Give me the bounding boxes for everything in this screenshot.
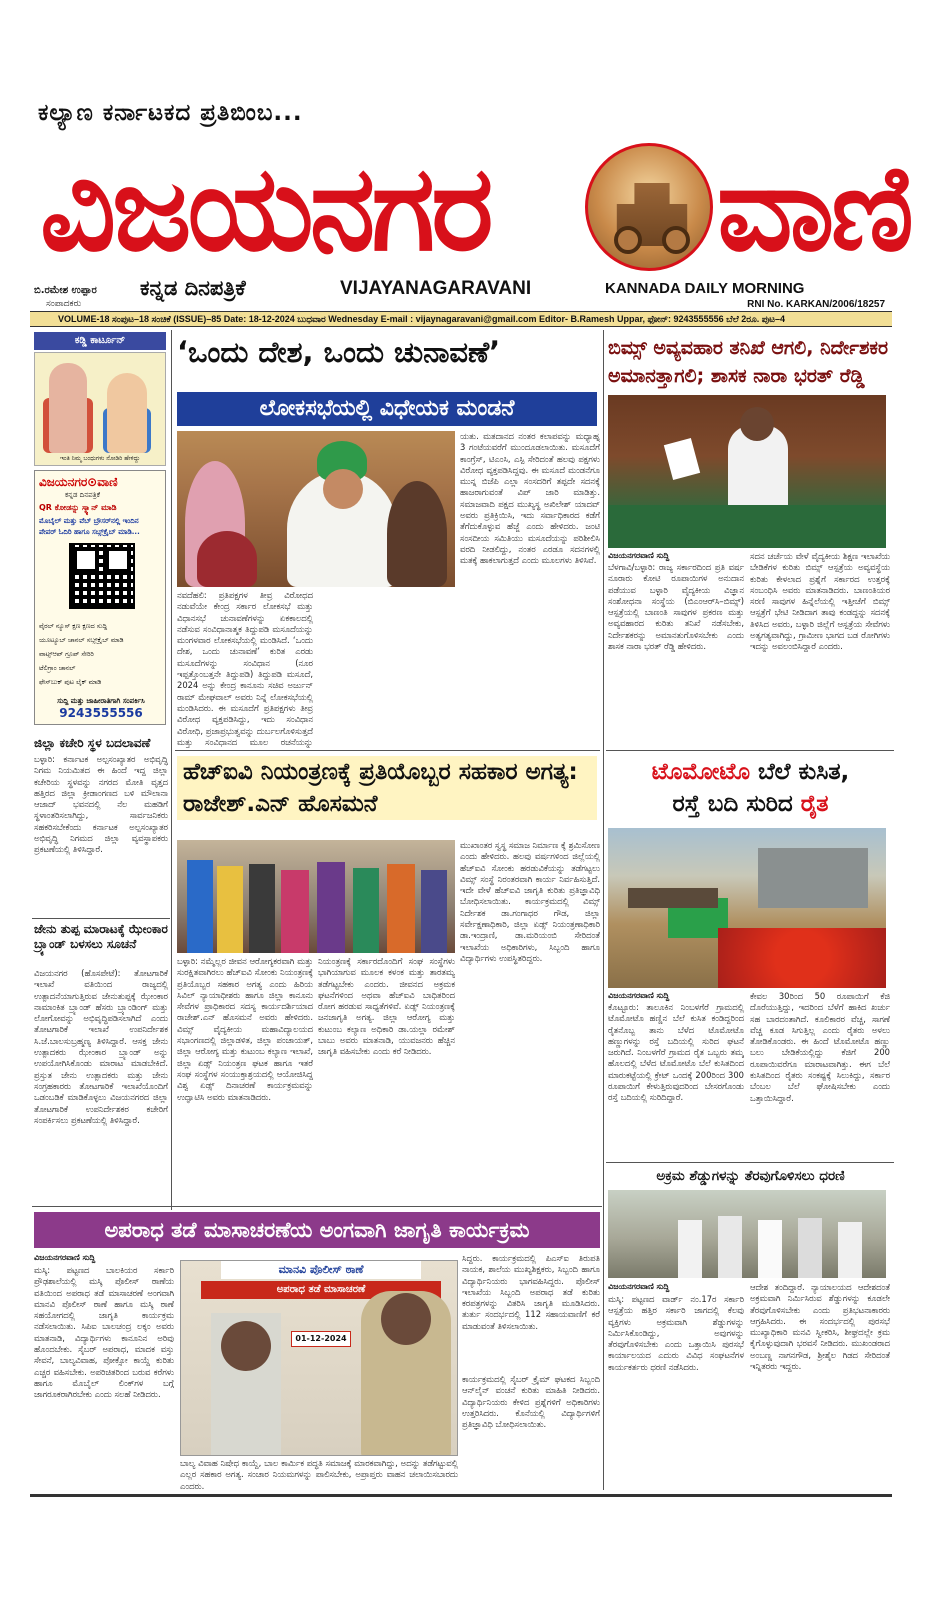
akrama-byline: ವಿಜಯನಗರವಾಣಿ ಸುದ್ದಿ <box>608 1282 670 1291</box>
section-divider <box>32 1206 602 1207</box>
section-divider <box>32 918 170 919</box>
hiv-body-3: ಮುಖಾಂತರ ಸ್ವಸ್ಥ ಸಮಾಜ ನಿರ್ಮಾಣ ಕ್ಕೆ ಶ್ರಮಿಸೋಣ ಎಂದು ಹೇಳಿದರು. ಹಲವು ವರ್ಷಗಳಿಂದ ಜಿಲ್ಲೆಯಲ್ಲಿ ಹೆಚ್‌ಐವಿ ಸೋಂಕು ಹರಡುವಿಕೆಯನ್ನು ತಡೆಗಟ್ಟಲು ವಿಮ್ಸ್ ಸಂಸ್ಥೆ ನಿರಂತರವಾಗಿ ಕಾರ್ಯ ನಿರ್ವಹಿಸುತ್ತಿದೆ. ಇದೇ ವೇಳೆ ಹೆಚ್‌ಐವಿ ಜಾಗೃತಿ ಕುರಿತು ಪ್ರತಿಜ್ಞಾವಿಧಿ ಬೋಧಿಸಲಾಯಿತು. ಕಾರ್ಯಕ್ರಮದಲ್ಲಿ ವಿಮ್ಸ್ ನಿರ್ದೇಶಕ ಡಾ.ಗಂಗಾಧರ ಗೌಡ, ಜಿಲ್ಲಾ ಸರ್ವೇಕ್ಷಣಾಧಿಕಾರಿ, ಜಿಲ್ಲಾ ಏಡ್ಸ್ ನಿಯಂತ್ರಣಾಧಿಕಾರಿ ಡಾ.ಇಂದ್ರಾಣಿ, ಡಾ.ಮರಿಯಂಬಿ ಸೇರಿದಂತೆ ಇಲಾಖೆಯ ಅಧಿಕಾರಿಗಳು, ಸಿಬ್ಬಂದಿ ಹಾಗೂ ವಿದ್ಯಾರ್ಥಿಗಳು ಉಪಸ್ಥಿತರಿದ್ದರು. <box>460 840 600 963</box>
hiv-body-2: ನಿಯಂತ್ರಣಕ್ಕೆ ಸರ್ಕಾರದೊಂದಿಗೆ ಸಂಘ ಸಂಸ್ಥೆಗಳು ಭಾಗಿಯಾಗುವ ಮೂಲಕ ಕಳಂಕ ಮತ್ತು ತಾರತಮ್ಯ ತಡೆಗಟ್ಟಬೇಕು ಎಂದರು. ಜೀವನದ ಅಕ್ರಮಕ ಘಟನೆಗಳಿಂದ ಅಥವಾ ಹೆಚ್‌ಐವಿ ಬಾಧಿತರಿಂದ ರೋಗ ಹರಡುವ ಸಾಧ್ಯತೆಗಳಿವೆ. ಏಡ್ಸ್ ನಿಯಂತ್ರಣಕ್ಕೆ ಜನಜಾಗೃತಿ ಅಗತ್ಯ. ಜಿಲ್ಲಾ ಆರೋಗ್ಯ ಮತ್ತು ಕುಟುಂಬ ಕಲ್ಯಾಣ ಅಧಿಕಾರಿ ಡಾ.ಯಲ್ಲಾ ರಮೇಶ್ ಬಾಬು ಅವರು ಮಾತನಾಡಿ, ಯುವಜನರು ಹೆಚ್ಚಿನ ಜಾಗೃತಿ ವಹಿಸಬೇಕು ಎಂದು ಕರೆ ನೀಡಿದರು. <box>318 956 455 1057</box>
tomato-byline: ವಿಜಯನಗರವಾಣಿ ಸುದ್ದಿ <box>608 991 670 1000</box>
ad-line: ಮೊಬೈಲ್ ಮತ್ತು ವೆಬ್ ಬ್ರೌಸರ್‌ನಲ್ಲಿ ಇಂದಿನ <box>39 517 139 525</box>
subtitle-english: VIJAYANAGARAVANI <box>340 278 532 299</box>
lead-body-2: ಯತು. ಮತದಾನದ ನಂತರ ಕಲಾಪವನ್ನು ಮಧ್ಯಾಹ್ನ 3 ಗಂಟೆಯವರೆಗೆ ಮುಂದೂಡಲಾಯಿತು. ಮಸೂದೆಗೆ ಕಾಂಗ್ರೆಸ್, ಟಿಎಂಸಿ, ಎಸ್ಪಿ ಸೇರಿದಂತೆ ಹಲವು ಪಕ್ಷಗಳು ವಿರೋಧ ವ್ಯಕ್ತಪಡಿಸಿದ್ದವು. ಈ ಮಸೂದೆ ಮಂಡನೆಗೂ ಮುನ್ನ ಬಿಜೆಪಿ ಎಲ್ಲಾ ಸಂಸದರಿಗೆ ತಪ್ಪದೇ ಸದನಕ್ಕೆ ಹಾಜರಾಗುವಂತೆ ವಿಪ್ ಜಾರಿ ಮಾಡಿತ್ತು. ಸಮಾಜವಾದಿ ಪಕ್ಷದ ಮುಖ್ಯಸ್ಥ ಅಖಿಲೇಶ್ ಯಾದವ್ ಅವರು ಪ್ರತಿಕ್ರಿಯಿಸಿ, ಇದು ಸರ್ವಾಧಿಕಾರದ ಕಡೆಗೆ ತೆಗೆದುಕೊಳ್ಳುವ ಹೆಜ್ಜೆ ಎಂದು ಹೇಳಿದರು. ಜಂಟಿ ಸಂಸದೀಯ ಸಮಿತಿಯು ಮಸೂದೆಯನ್ನು ಪರಿಶೀಲಿಸಿ ವರದಿ ನೀಡಲಿದ್ದು, ನಂತರ ಎರಡೂ ಸದನಗಳಲ್ಲಿ ಮತಕ್ಕೆ ಹಾಕಲಾಗುತ್ತದೆ ಎಂದು ಮೂಲಗಳು ತಿಳಿಸಿವೆ. <box>460 431 600 566</box>
police-event-photo <box>180 1260 458 1456</box>
tomato-field-photo <box>608 828 886 988</box>
hiv-body: ಬಳ್ಳಾರಿ: ನಮ್ಮೆಲ್ಲರ ಜೀವನ ಆರೋಗ್ಯಕರವಾಗಿ ಮತ್ತು ಸುರಕ್ಷಿತವಾಗಿರಲು ಹೆಚ್‌ಐವಿ ಸೋಂಕು ನಿಯಂತ್ರಣಕ್ಕೆ ಪ್ರತಿಯೊಬ್ಬರ ಸಹಕಾರ ಅಗತ್ಯ ಎಂದು ಹಿರಿಯ ಸಿವಿಲ್ ನ್ಯಾಯಾಧೀಶರು ಹಾಗೂ ಜಿಲ್ಲಾ ಕಾನೂನು ಸೇವೆಗಳ ಪ್ರಾಧಿಕಾರದ ಸದಸ್ಯ ಕಾರ್ಯದರ್ಶಿಯಾದ ರಾಜೇಶ್.ಎನ್ ಹೊಸಮನೆ ಅವರು ಹೇಳಿದರು. ವಿಮ್ಸ್ ವೈದ್ಯಕೀಯ ಮಹಾವಿದ್ಯಾಲಯದ ಸಭಾಂಗಣದಲ್ಲಿ ಜಿಲ್ಲಾಡಳಿತ, ಜಿಲ್ಲಾ ಪಂಚಾಯತ್, ಜಿಲ್ಲಾ ಆರೋಗ್ಯ ಮತ್ತು ಕುಟುಂಬ ಕಲ್ಯಾಣ ಇಲಾಖೆ, ಜಿಲ್ಲಾ ಏಡ್ಸ್ ನಿಯಂತ್ರಣ ಘಟಕ ಹಾಗೂ ಇತರೆ ಸಂಘ ಸಂಸ್ಥೆಗಳ ಸಂಯುಕ್ತಾಶ್ರಯದಲ್ಲಿ ಆಯೋಜಿಸಿದ್ದ ವಿಶ್ವ ಏಡ್ಸ್ ದಿನಾಚರಣೆ ಕಾರ್ಯಕ್ರಮವನ್ನು ಉದ್ಘಾಟಿಸಿ ಅವರು ಮಾತನಾಡಿದರು. <box>177 956 313 1102</box>
lead-body: ನವದೆಹಲಿ: ಪ್ರತಿಪಕ್ಷಗಳ ತೀವ್ರ ವಿರೋಧದ ನಡುವೆಯೇ ಕೇಂದ್ರ ಸರ್ಕಾರ ಲೋಕಸಭೆ ಮತ್ತು ವಿಧಾನಸಭೆ ಚುನಾವಣೆಗಳನ್ನು ಏಕಕಾಲದಲ್ಲಿ ನಡೆಸುವ ಸಂವಿಧಾನಾತ್ಮಕ ತಿದ್ದುಪಡಿ ಮಸೂದೆಯನ್ನು ಮಂಗಳವಾರ ಲೋಕಸಭೆಯಲ್ಲಿ ಮಂಡಿಸಿದೆ. ‘ಒಂದು ದೇಶ, ಒಂದು ಚುನಾವಣೆ’ ಕುರಿತ ಎರಡು ಮಸೂದೆಗಳನ್ನು ಸಂವಿಧಾನ (ನೂರ ಇಪ್ಪತ್ತೊಂಬತ್ತನೇ ತಿದ್ದುಪಡಿ) ತಿದ್ದುಪಡಿ ಮಸೂದೆ, 2024 ಅನ್ನು ಕೇಂದ್ರ ಕಾನೂನು ಸಚಿವ ಅರ್ಜುನ್ ರಾಮ್ ಮೇಘವಾಲ್ ಅವರು ನಿನ್ನೆ ಲೋಕಸಭೆಯಲ್ಲಿ ಮಂಡಿಸಿದರು. ಈ ಮಸೂದೆಗೆ ಪ್ರತಿಪಕ್ಷಗಳು ತೀವ್ರ ವಿರೋಧ ವ್ಯಕ್ತಪಡಿಸಿದ್ದು, ಇದು ಸಂವಿಧಾನ ವಿರೋಧಿ, ಪ್ರಜಾಪ್ರಭುತ್ವವನ್ನು ದುರ್ಬಲಗೊಳಿಸುತ್ತದೆ ಮತ್ತು ಸಂವಿಧಾನದ ಮೂಲ ರಚನೆಯನ್ನು <box>177 590 313 747</box>
ad-contact-phone[interactable]: 9243555556 <box>59 706 143 720</box>
hiv-event-photo <box>177 840 455 953</box>
masthead-tagline: ಕಲ್ಯಾಣ ಕರ್ನಾಟಕದ ಪ್ರತಿಬಿಂಬ... <box>38 100 303 126</box>
akrama-body: ಮಸ್ಕಿ: ಪಟ್ಟಣದ ವಾರ್ಡ್ ನಂ.17ರ ಸರ್ಕಾರಿ ಆಸ್ಪತ್ರೆಯ ಹತ್ತಿರ ಸರ್ಕಾರಿ ಜಾಗದಲ್ಲಿ ಕೆಲವು ವ್ಯಕ್ತಿಗಳು ಅಕ್ರಮವಾಗಿ ಶೆಡ್ಡುಗಳನ್ನು ನಿರ್ಮಿಸಿಕೊಂಡಿದ್ದು, ಅವುಗಳನ್ನು ತೆರವುಗೊಳಿಸಬೇಕು ಎಂದು ಒತ್ತಾಯಿಸಿ ಪುರಸಭೆ ಕಾರ್ಯಾಲಯದ ಎದುರು ವಿವಿಧ ಸಂಘಟನೆಗಳ ಕಾರ್ಯಕರ್ತರು ಧರಣಿ ನಡೆಸಿದರು. <box>608 1294 744 1372</box>
subtitle-english-2: KANNADA DAILY MORNING <box>605 280 805 297</box>
ad-list-item[interactable]: ಫೇಸ್‌ಬುಕ್ ಪುಟ ಲೈಕ್ ಮಾಡಿ <box>39 678 102 686</box>
subtitle-kannada: ಕನ್ನಡ ದಿನಪತ್ರಿಕೆ <box>140 276 246 300</box>
cartoon-caption: ಇಂತಿ ನಿಮ್ಮ ಬಂಧುಗಳು ನೋಡಿರಿ ಹೇಳಿದ್ದು <box>60 455 140 462</box>
ad-line: ಪೇಪರ್ ಓದಿರಿ ಹಾಗೂ ಸಬ್ಸ್‌ಕ್ರೈಬ್ ಮಾಡಿ... <box>39 528 140 536</box>
parliament-photo <box>177 431 455 587</box>
story-body: ಬಳ್ಳಾರಿ: ಕರ್ನಾಟಕ ಅಲ್ಪಸಂಖ್ಯಾತರ ಅಭಿವೃದ್ಧಿ ನಿಗಮ ನಿಯಮಿತದ ಈ ಹಿಂದೆ ಇದ್ದ ಜಿಲ್ಲಾ ಕಚೇರಿಯ ಸ್ಥಳವನ್ನು ನಗರದ ಮೋತಿ ವೃತ್ತದ ಹತ್ತಿರದ ಜಿಲ್ಲಾ ಕ್ರೀಡಾಂಗಣದ ಬಳಿ ಮೌಲಾನಾ ಆಜಾದ್ ಭವನದಲ್ಲಿ ನೆಲ ಮಹಡಿಗೆ ಸ್ಥಳಾಂತರಿಸಲಾಗಿದ್ದು, ಸಾರ್ವಜನಿಕರು ಸಹಕರಿಸಬೇಕೆಂದು ಕರ್ನಾಟಕ ಅಲ್ಪಸಂಖ್ಯಾತರ ಅಭಿವೃದ್ಧಿ ನಿಗಮದ ಜಿಲ್ಲಾ ವ್ಯವಸ್ಥಾಪಕರು ಪ್ರಕಟಣೆಯಲ್ಲಿ ತಿಳಿಸಿದ್ದಾರೆ. <box>34 754 168 855</box>
lead-headline[interactable]: ‘ಒಂದು ದೇಶ, ಒಂದು ಚುನಾವಣೆ’ <box>177 335 501 369</box>
hiv-headline[interactable]: ಹೆಚ್‌ಐವಿ ನಿಯಂತ್ರಣಕ್ಕೆ ಪ್ರತಿಯೊಬ್ಬರ ಸಹಕಾರ ಅಗತ್ಯ: ರಾಜೇಶ್.ಎನ್ ಹೊಸಮನೆ <box>177 756 597 820</box>
ad-list-item[interactable]: ಟೆಲಿಗ್ರಾಂ ಚಾನಲ್ <box>39 664 76 672</box>
tomato-headline-red: ಟೊಮೋಟೊ <box>651 759 751 785</box>
protest-photo <box>608 1190 886 1278</box>
akrama-headline[interactable]: ಅಕ್ರಮ ಶೆಡ್ಡುಗಳನ್ನು ತೆರವುಗೊಳಿಸಲು ಧರಣಿ <box>656 1168 845 1184</box>
section-divider <box>175 750 600 751</box>
bims-byline: ವಿಜಯನಗರವಾಣಿ ಸುದ್ದಿ <box>608 551 670 560</box>
akrama-body-2: ಆದೇಶ ತಂದಿದ್ದಾರೆ. ನ್ಯಾಯಾಲಯದ ಆದೇಶದಂತೆ ಅಕ್ರಮವಾಗಿ ನಿರ್ಮಿಸಿರುವ ಶೆಡ್ಡುಗಳನ್ನು ಕೂಡಲೇ ತೆರವುಗೊಳಿಸಬೇಕು ಎಂದು ಪ್ರತಿಭಟನಾಕಾರರು ಆಗ್ರಹಿಸಿದರು. ಈ ಸಂದರ್ಭದಲ್ಲಿ ಪುರಸಭೆ ಮುಖ್ಯಾಧಿಕಾರಿ ಮನವಿ ಸ್ವೀಕರಿಸಿ, ಶೀಘ್ರದಲ್ಲೇ ಕ್ರಮ ಕೈಗೊಳ್ಳುವುದಾಗಿ ಭರವಸೆ ನೀಡಿದರು. ಮುಖಂಡರಾದ ಅಂಬಣ್ಣ ನಾಗನಗೌಡ, ಶ್ರೀಶೈಲ ಗಿಡದ ಸೇರಿದಂತೆ ಇನ್ನಿತರರು ಇದ್ದರು. <box>750 1282 890 1372</box>
ad-qr-label: QR ಕೋಡನ್ನು ಸ್ಕ್ಯಾನ್ ಮಾಡಿ <box>39 503 117 512</box>
assembly-photo <box>608 395 886 548</box>
ad-contact <box>39 697 163 720</box>
crime-body-4: ಕಾರ್ಯಕ್ರಮದಲ್ಲಿ ಸೈಬರ್ ಕ್ರೈಮ್ ಘಟಕದ ಸಿಬ್ಬಂದಿ ಆನ್‌ಲೈನ್ ವಂಚನೆ ಕುರಿತು ಮಾಹಿತಿ ನೀಡಿದರು. ವಿದ್ಯಾರ್ಥಿನಿಯರು ಕೇಳಿದ ಪ್ರಶ್ನೆಗಳಿಗೆ ಅಧಿಕಾರಿಗಳು ಉತ್ತರಿಸಿದರು. ಕೊನೆಯಲ್ಲಿ ವಿದ್ಯಾರ್ಥಿಗಳಿಗೆ ಪ್ರತಿಜ್ಞಾವಿಧಿ ಬೋಧಿಸಲಾಯಿತು. <box>462 1374 600 1430</box>
lead-body-cont <box>318 590 455 750</box>
poster-subtitle: ಅಪರಾಧ ತಡೆ ಮಾಸಾಚರಣೆ <box>201 1281 441 1299</box>
crime-body-2: ಬಾಲ್ಯ ವಿವಾಹ ನಿಷೇಧ ಕಾಯ್ದೆ, ಬಾಲ ಕಾರ್ಮಿಕ ಪದ್ಧತಿ ಸಮಾಜಕ್ಕೆ ಮಾರಕವಾಗಿದ್ದು, ಅದನ್ನು ತಡೆಗಟ್ಟುವಲ್ಲಿ ಎಲ್ಲರ ಸಹಕಾರ ಅಗತ್ಯ. ಸಂಚಾರ ನಿಯಮಗಳನ್ನು ಪಾಲಿಸಬೇಕು, ಅಪ್ರಾಪ್ತರು ವಾಹನ ಚಲಾಯಿಸಬಾರದು ಎಂದರು. <box>180 1458 458 1490</box>
editor-role: ಸಂಪಾದಕರು <box>46 299 82 309</box>
column-rule <box>171 330 172 1210</box>
issue-info-bar: VOLUME-18 ಸಂಪುಟ–18 ಸಂಚಿಕೆ (ISSUE)–85 Date: 18-12-2024 ಬುಧವಾರ Wednesday E-mail : vijaynagaravani@gmail.com Editor- B.Ramesh Uppar, ಫೋನ್: 9243555556 ಬೆಲೆ 2ರೂ. ಪುಟ–4 <box>30 311 892 327</box>
tomato-headline-line2: ರಸ್ತೆ ಬದಿ ಸುರಿದ <box>672 791 801 817</box>
lead-subhead: ಲೋಕಸಭೆಯಲ್ಲಿ ವಿಧೇಯಕ ಮಂಡನೆ <box>177 392 597 426</box>
masthead-title-left: ವಿಜಯನಗರ <box>40 139 490 277</box>
poster-title: ಮಾನವಿ ಪೊಲೀಸ್ ಠಾಣೆ <box>221 1261 421 1279</box>
crime-body-3: ಸಿದ್ದರು. ಕಾರ್ಯಕ್ರಮದಲ್ಲಿ ಪಿಎಸ್‌ಐ ತಿರುಪತಿ ನಾಯಕ, ಶಾಲೆಯ ಮುಖ್ಯಶಿಕ್ಷಕರು, ಸಿಬ್ಬಂದಿ ಹಾಗೂ ವಿದ್ಯಾರ್ಥಿನಿಯರು ಭಾಗವಹಿಸಿದ್ದರು. ಪೊಲೀಸ್ ಇಲಾಖೆಯ ಸಿಬ್ಬಂದಿ ಅಪರಾಧ ತಡೆ ಕುರಿತು ಕರಪತ್ರಗಳನ್ನು ವಿತರಿಸಿ ಜಾಗೃತಿ ಮೂಡಿಸಿದರು. ತುರ್ತು ಸಂದರ್ಭದಲ್ಲಿ 112 ಸಹಾಯವಾಣಿಗೆ ಕರೆ ಮಾಡುವಂತೆ ತಿಳಿಸಲಾಯಿತು. <box>462 1253 600 1331</box>
poster-date: 01-12-2024 <box>291 1331 351 1347</box>
ad-list-item[interactable]: ವೈರಲ್ ನ್ಯೂಸ್ ಕ್ಷಣ ಕ್ಷಣದ ಸುದ್ದಿ <box>39 622 108 630</box>
ad-logo-sub: ಕನ್ನಡ ದಿನಪತ್ರಿಕೆ <box>65 491 101 499</box>
hampi-chariot-emblem-icon <box>585 143 713 271</box>
tomato-body: ಕೊಟ್ಟೂರು: ತಾಲೂಕಿನ ನಿಂಬಳಗೆರೆ ಗ್ರಾಮದಲ್ಲಿ ಟೊಮೋಟೊ ಹಣ್ಣಿನ ಬೆಲೆ ಕುಸಿತ ಕಂಡಿದ್ದರಿಂದ ರೈತನೊಬ್ಬ ತಾನು ಬೆಳೆದ ಟೊಮೋಟೊ ಹಣ್ಣುಗಳನ್ನು ರಸ್ತೆ ಬದಿಯಲ್ಲಿ ಸುರಿದ ಘಟನೆ ಜರುಗಿದೆ. ನಿಂಬಳಗೆರೆ ಗ್ರಾಮದ ರೈತ ಒಬ್ಬರು ತಮ್ಮ ಹೊಲದಲ್ಲಿ ಬೆಳೆದ ಟೊಮೋಟೊ ಬೆಲೆ ಕುಸಿತದಿಂದ ಮಾರುಕಟ್ಟೆಯಲ್ಲಿ ಕ್ರೇಟ್ ಒಂದಕ್ಕೆ 200ರಿಂದ 300 ರೂಪಾಯಿಗೆ ಕೇಳುತ್ತಿರುವುದರಿಂದ ಬೇಸರಗೊಂಡು ರಸ್ತೆ ಬದಿಯಲ್ಲಿ ಸುರಿದಿದ್ದಾರೆ. <box>608 1002 744 1103</box>
ad-social-list <box>39 619 163 689</box>
story-headline[interactable]: ಜಿಲ್ಲಾ ಕಚೇರಿ ಸ್ಥಳ ಬದಲಾವಣೆ <box>34 736 151 750</box>
tomato-body-2: ಕೇವಲ 30ರಿಂದ 50 ರೂಪಾಯಿಗೆ ಕೆಜಿ ದೊರೆಯುತ್ತಿದ್ದು, ಇದರಿಂದ ಬೆಳೆಗೆ ಹಾಕಿದ ಖರ್ಚು ಸಹ ಬಾರದಂತಾಗಿದೆ. ಕೂಲಿಕಾರರ ವೆಚ್ಚ, ಸಾಗಣೆ ವೆಚ್ಚ ಕೂಡ ಸಿಗುತ್ತಿಲ್ಲ ಎಂದು ರೈತರು ಅಳಲು ತೋಡಿಕೊಂಡರು. ಈ ಹಿಂದೆ ಟೊಮೋಟೊ ಹಣ್ಣು ಬಲು ಬೇಡಿಕೆಯಲ್ಲಿದ್ದು ಕೆಜಿಗೆ 200 ರೂಪಾಯಿವರೆಗೂ ಮಾರಾಟವಾಗಿತ್ತು. ಈಗ ಬೆಲೆ ಕುಸಿತದಿಂದ ರೈತರು ಸಂಕಷ್ಟಕ್ಕೆ ಸಿಲುಕಿದ್ದು, ಸರ್ಕಾರ ಬೆಂಬಲ ಬೆಲೆ ಘೋಷಿಸಬೇಕು ಎಂದು ಒತ್ತಾಯಿಸಿದ್ದಾರೆ. <box>750 991 890 1103</box>
bims-body-2: ಸದನ ಚರ್ಚೆಯ ವೇಳೆ ವೈದ್ಯಕೀಯ ಶಿಕ್ಷಣ ಇಲಾಖೆಯ ಬೇಡಿಕೆಗಳ ಕುರಿತು ಬಿಮ್ಸ್ ಆಸ್ಪತ್ರೆಯ ಅವ್ಯವಸ್ಥೆಯ ಕುರಿತು ಕೇಳಲಾದ ಪ್ರಶ್ನೆಗೆ ಸರ್ಕಾರದ ಉತ್ತರಕ್ಕೆ ಸಂಬಂಧಿಸಿ ಅವರು ಮಾತನಾಡಿದರು. ಬಾಣಂತಿಯರ ಸರಣಿ ಸಾವುಗಳ ಹಿನ್ನೆಲೆಯಲ್ಲಿ ಇತ್ತೀಚೆಗೆ ಬಿಮ್ಸ್ ಆಸ್ಪತ್ರೆಗೆ ಭೇಟಿ ನೀಡಿದಾಗ ತಾವು ಕಂಡದ್ದನ್ನು ಸದನಕ್ಕೆ ತಿಳಿಸಿದ ಅವರು, ಬಳ್ಳಾರಿ ಜಿಲ್ಲೆಗೆ ಆಸ್ಪತ್ರೆಯ ಸೇವೆಗಳು ಅತ್ಯಗತ್ಯವಾಗಿದ್ದು, ಗ್ರಾಮೀಣ ಭಾಗದ ಬಡ ರೋಗಿಗಳು ಇದನ್ನು ಅವಲಂಬಿಸಿದ್ದಾರೆ ಎಂದರು. <box>750 551 890 652</box>
tomato-headline-rest: ಬೆಲೆ ಕುಸಿತ, <box>750 759 850 785</box>
crime-awareness-headline[interactable]: ಅಪರಾಧ ತಡೆ ಮಾಸಾಚರಣೆಯ ಅಂಗವಾಗಿ ಜಾಗೃತಿ ಕಾರ್ಯಕ್ರಮ <box>34 1212 600 1248</box>
story-headline[interactable]: ಜೇನು ತುಪ್ಪ ಮಾರಾಟಕ್ಕೆ ಝೇಂಕಾರ ಬ್ರ್ಯಾಂಡ್ ಬಳಸಲು ಸೂಚನೆ <box>34 922 168 951</box>
page-bottom-rule <box>30 1494 892 1497</box>
masthead <box>40 138 910 278</box>
ad-list-item[interactable]: ಯೂಟ್ಯೂಬ್ ಚಾನಲ್ ಸಬ್ಸ್‌ಕ್ರೈಬ್ ಮಾಡಿ <box>39 636 124 644</box>
rni-number: RNI No. KARKAN/2006/18257 <box>747 299 885 310</box>
column-rule <box>603 330 604 1490</box>
crime-byline: ವಿಜಯನಗರವಾಣಿ ಸುದ್ದಿ <box>34 1253 96 1262</box>
tomato-headline-farmer: ರೈತ <box>800 791 829 817</box>
ad-contact-label: ಸುದ್ದಿ ಮತ್ತು ಜಾಹೀರಾತಿಗಾಗಿ ಸಂಪರ್ಕಿಸಿ <box>57 697 145 705</box>
bims-body: ಬೆಳಗಾವಿ/ಬಳ್ಳಾರಿ: ರಾಜ್ಯ ಸರ್ಕಾರದಿಂದ ಪ್ರತಿ ವರ್ಷ ನೂರಾರು ಕೋಟಿ ರೂಪಾಯಿಗಳ ಅನುದಾನ ಪಡೆಯುವ ಬಳ್ಳಾರಿ ವೈದ್ಯಕೀಯ ವಿಜ್ಞಾನ ಸಂಶೋಧನಾ ಸಂಸ್ಥೆಯ (ಬಿಎಂಆರ್‌ಸಿ–ಬಿಮ್ಸ್) ಆಸ್ಪತ್ರೆಯಲ್ಲಿ ಬಾಣಂತಿ ಸಾವುಗಳ ಪ್ರಕರಣ ಮತ್ತು ಅವ್ಯವಹಾರದ ಕುರಿತು ತನಿಖೆ ನಡೆಸಬೇಕು, ನಿರ್ದೇಶಕರನ್ನು ಅಮಾನತುಗೊಳಿಸಬೇಕು ಎಂದು ಶಾಸಕ ನಾರಾ ಭರತ್ ರೆಡ್ಡಿ ಹೇಳಿದರು. <box>608 562 744 652</box>
bims-headline[interactable]: ಬಿಮ್ಸ್ ಅವ್ಯವಹಾರ ತನಿಖೆ ಆಗಲಿ, ನಿರ್ದೇಶಕರ ಅಮಾನತ್ತಾಗಲಿ; ಶಾಸಕ ನಾರಾ ಭರತ್ ರೆಡ್ಡಿ <box>608 337 889 387</box>
cartoon-illustration <box>34 352 166 466</box>
ad-list-item[interactable]: ವಾಟ್ಸ್‌ಆಪ್ ಗ್ರೂಪ್ ಸೇರಿರಿ <box>39 650 94 658</box>
tomato-headline[interactable] <box>608 756 893 820</box>
editor-name: ಬಿ.ರಮೇಶ ಉಪ್ಪಾರ <box>34 285 97 296</box>
masthead-title-right: ವಾಣಿ <box>717 139 910 277</box>
crime-body: ಮಸ್ಕಿ: ಪಟ್ಟಣದ ಬಾಲಕಿಯರ ಸರ್ಕಾರಿ ಪ್ರೌಢಶಾಲೆಯಲ್ಲಿ ಮಸ್ಕಿ ಪೊಲೀಸ್ ಠಾಣೆಯ ವತಿಯಿಂದ ಅಪರಾಧ ತಡೆ ಮಾಸಾಚರಣೆ ಅಂಗವಾಗಿ ಮಾನವಿ ಪೊಲೀಸ್ ಠಾಣೆ ಹಾಗೂ ಮಸ್ಕಿ ಠಾಣೆ ಸಹಯೋಗದಲ್ಲಿ ಜಾಗೃತಿ ಕಾರ್ಯಕ್ರಮ ನಡೆಸಲಾಯಿತು. ಸಿಪಿಐ ಬಾಲಚಂದ್ರ ಲಕ್ಕಂ ಅವರು ಮಾತನಾಡಿ, ವಿದ್ಯಾರ್ಥಿಗಳು ಕಾನೂನಿನ ಅರಿವು ಹೊಂದಬೇಕು. ಸೈಬರ್ ಅಪರಾಧ, ಮಾದಕ ವಸ್ತು ಸೇವನೆ, ಬಾಲ್ಯವಿವಾಹ, ಪೋಕ್ಸೋ ಕಾಯ್ದೆ ಕುರಿತು ಎಚ್ಚರ ವಹಿಸಬೇಕು. ಅಪರಿಚಿತರಿಂದ ಬರುವ ಕರೆಗಳು ಹಾಗೂ ಮೊಬೈಲ್ ಲಿಂಕ್‌ಗಳ ಬಗ್ಗೆ ಜಾಗರೂಕರಾಗಿರಬೇಕು ಎಂದು ಸಲಹೆ ನೀಡಿದರು. <box>34 1265 174 1400</box>
section-divider <box>606 1162 894 1163</box>
ad-logo: ವಿಜಯನಗರ⊙ವಾಣಿ <box>39 475 118 489</box>
cartoon-section-title: ಕಡ್ಡಿ ಕಾರ್ಟೂನ್ <box>34 332 166 350</box>
qr-code-icon[interactable] <box>69 543 135 609</box>
section-divider <box>606 750 894 751</box>
subscribe-advertisement[interactable] <box>34 470 166 725</box>
story-body: ವಿಜಯನಗರ (ಹೊಸಪೇಟೆ): ತೋಟಗಾರಿಕೆ ಇಲಾಖೆ ವತಿಯಿಂದ ರಾಜ್ಯದಲ್ಲಿ ಉತ್ಪಾದನೆಯಾಗುತ್ತಿರುವ ಜೇನುತುಪ್ಪಕ್ಕೆ ಝೇಂಕಾರ ನಾಮಾಂಕಿತ ಬ್ರ್ಯಾಂಡ್ ಹೆಸರು ಬ್ರ್ಯಾಂಡಿಂಗ್ ಮತ್ತು ಲೋಗೋವನ್ನು ಅಭಿವೃದ್ಧಿಪಡಿಸಲಾಗಿದೆ ಎಂದು ತೋಟಗಾರಿಕೆ ಇಲಾಖೆ ಉಪನಿರ್ದೇಶಕ ಸಿ.ಜೆ.ಬಾಲಸುಬ್ರಹ್ಮಣ್ಯ ತಿಳಿಸಿದ್ದಾರೆ. ಆಸಕ್ತ ಜೇನು ಉತ್ಪಾದಕರು ಝೇಂಕಾರ ಬ್ರ್ಯಾಂಡ್ ಅನ್ನು ಉಪಯೋಗಿಸಿಕೊಂಡು ಮಾರಾಟ ಮಾಡಬೇಕಿದೆ. ಪ್ರಸ್ತುತ ಜೇನು ಉತ್ಪಾದಕರು ಮತ್ತು ಜೇನು ಸಂಗ್ರಹಕಾರರು ತೋಟಗಾರಿಕೆ ಇಲಾಖೆಯೊಂದಿಗೆ ಒಡಂಬಡಿಕೆ ಮಾಡಿಕೊಳ್ಳಲು ವಿಜಯನಗರದ ಜಿಲ್ಲಾ ತೋಟಗಾರಿಕೆ ಉಪನಿರ್ದೇಶಕರ ಕಚೇರಿಗೆ ಸಂಪರ್ಕಿಸಲು ಪ್ರಕಟಣೆಯಲ್ಲಿ ತಿಳಿಸಿದ್ದಾರೆ. <box>34 968 168 1125</box>
